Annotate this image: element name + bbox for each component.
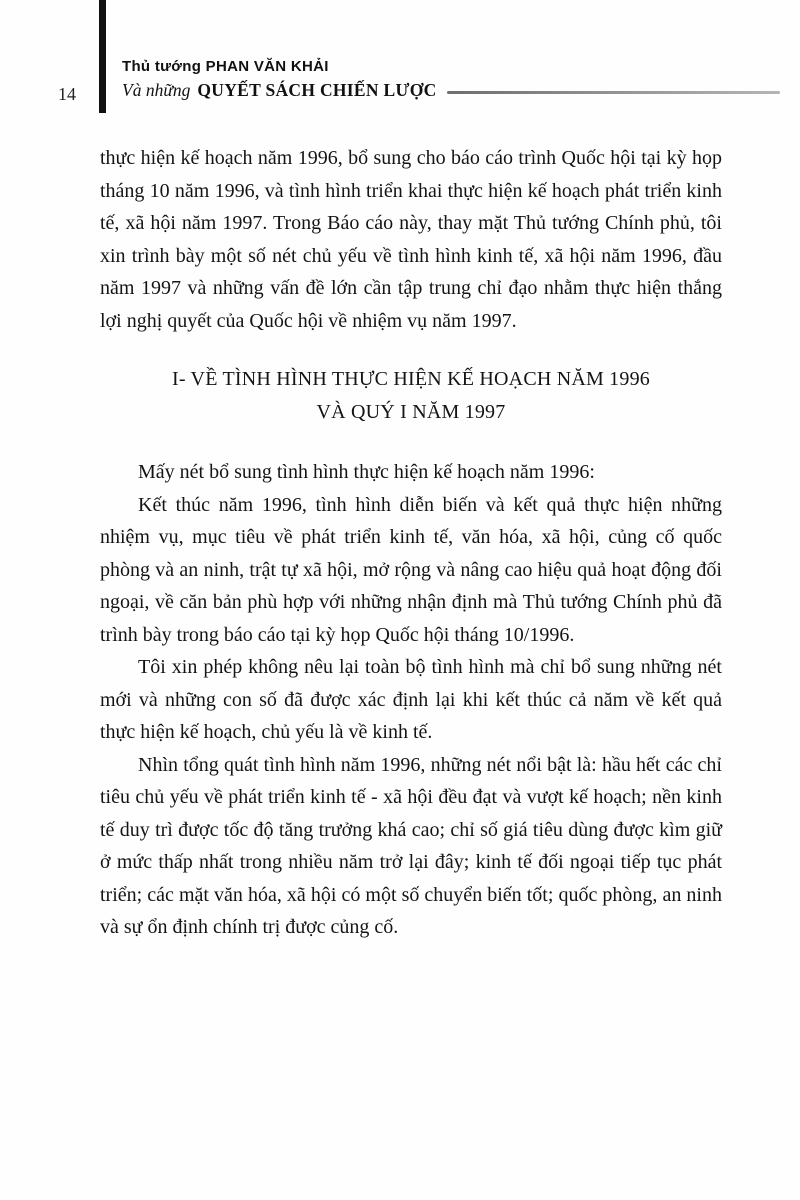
page-header <box>122 58 780 101</box>
header-vertical-bar <box>99 0 106 113</box>
paragraph: Nhìn tổng quát tình hình năm 1996, những nét nổi bật là: hầu hết các chỉ tiêu chủ yếu về phát triển kinh tế - xã hội đều đạt và vượt kế hoạch; nền kinh tế duy trì được tốc độ tăng trưởng khá cao; chỉ số giá tiêu dùng được kìm giữ ở mức thấp nhất trong nhiều năm trở lại đây; kinh tế đối ngoại tiếp tục phát triển; các mặt văn hóa, xã hội có một số chuyển biến tốt; quốc phòng, an ninh và sự ổn định chính trị được củng cố. <box>100 753 722 938</box>
section-heading-line1: I- VỀ TÌNH HÌNH THỰC HIỆN KẾ HOẠCH NĂM 1996 <box>172 368 650 390</box>
header-title-bold: QUYẾT SÁCH CHIẾN LƯỢC <box>197 80 437 100</box>
page-number: 14 <box>58 84 76 104</box>
paragraph: Mấy nét bổ sung tình hình thực hiện kế hoạch năm 1996: <box>138 461 595 483</box>
header-author-line: Thủ tướng PHAN VĂN KHẢI <box>122 58 329 75</box>
paragraph: Kết thúc năm 1996, tình hình diễn biến và kết quả thực hiện những nhiệm vụ, mục tiêu về phát triển kinh tế, văn hóa, xã hội, củng cố quốc phòng và an ninh, trật tự xã hội, mở rộng và nâng cao hiệu quả hoạt động đối ngoại, về căn bản phù hợp với những nhận định mà Thủ tướng Chính phủ đã trình bày trong báo cáo tại kỳ họp Quốc hội tháng 10/1996. <box>100 493 722 646</box>
header-title-line <box>122 80 780 101</box>
page-body <box>100 142 722 944</box>
header-title-italic: Và những <box>122 80 191 100</box>
paragraph-intro: thực hiện kế hoạch năm 1996, bổ sung cho báo cáo trình Quốc hội tại kỳ họp tháng 10 năm 1996, và tình hình triển khai thực hiện kế hoạch phát triển kinh tế, xã hội năm 1997. Trong Báo cáo này, thay mặt Thủ tướng Chính phủ, tôi xin trình bày một số nét chủ yếu về tình hình kinh tế, xã hội năm 1996, đầu năm 1997 và những vấn đề lớn cần tập trung chỉ đạo nhằm thực hiện thắng lợi nghị quyết của Quốc hội về nhiệm vụ năm 1997. <box>100 147 722 332</box>
header-rule <box>447 91 780 94</box>
section-heading <box>100 363 722 429</box>
section-heading-line2: VÀ QUÝ I NĂM 1997 <box>316 401 506 423</box>
paragraph: Tôi xin phép không nêu lại toàn bộ tình hình mà chỉ bổ sung những nét mới và những con số đã được xác định lại khi kết thúc cả năm về kết quả thực hiện kế hoạch, chủ yếu là về kinh tế. <box>100 656 722 743</box>
